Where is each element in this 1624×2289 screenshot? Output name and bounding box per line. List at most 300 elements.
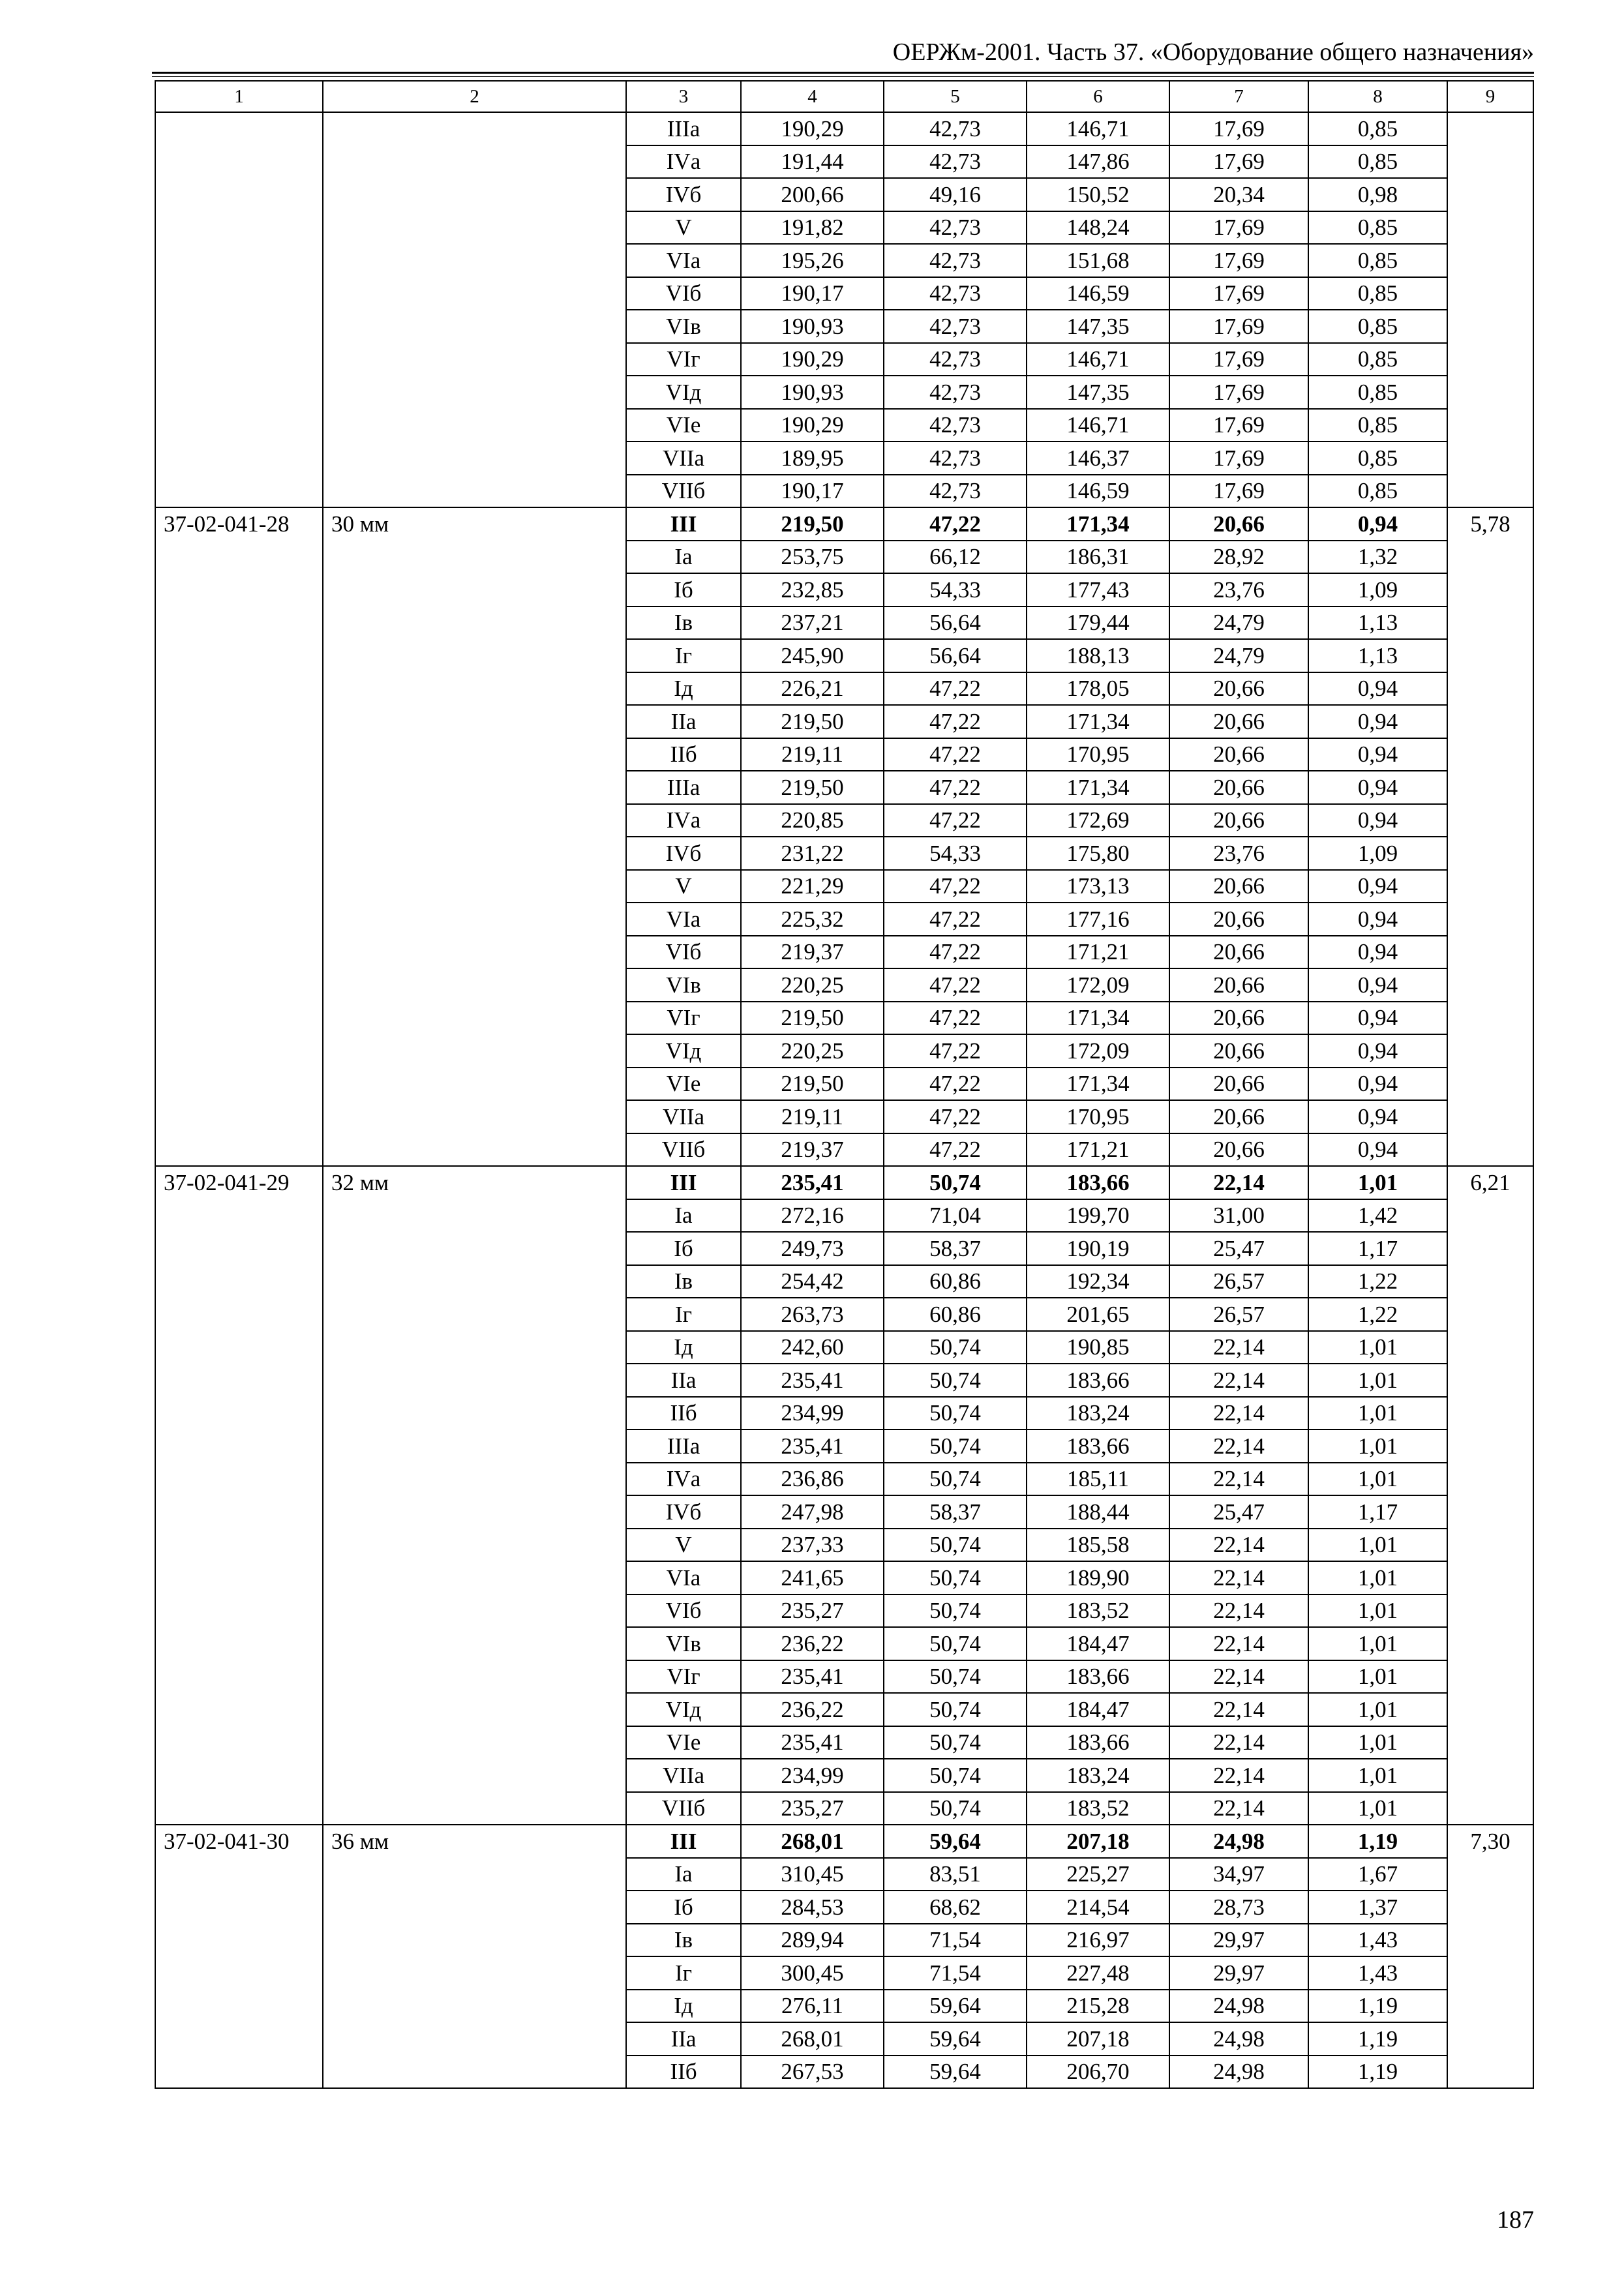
zone-cell: IVб: [626, 178, 741, 211]
value-cell: 219,37: [741, 936, 884, 969]
value-cell: 186,31: [1027, 541, 1169, 574]
value-cell: 1,17: [1308, 1495, 1447, 1529]
value-cell: 207,18: [1027, 2022, 1169, 2056]
value-cell: 227,48: [1027, 1956, 1169, 1990]
value-cell: 220,25: [741, 1034, 884, 1068]
zone-cell: Iд: [626, 672, 741, 706]
value-cell: 17,69: [1169, 211, 1308, 245]
value-cell: 150,52: [1027, 178, 1169, 211]
value-cell: 146,37: [1027, 441, 1169, 475]
value-cell: 147,86: [1027, 145, 1169, 179]
value-cell: 175,80: [1027, 837, 1169, 870]
zone-cell: VIIб: [626, 1133, 741, 1167]
zone-cell: IIа: [626, 2022, 741, 2056]
value-cell: 24,98: [1169, 2022, 1308, 2056]
value-cell: 20,66: [1169, 968, 1308, 1002]
value-cell: 177,16: [1027, 903, 1169, 936]
value-cell: 170,95: [1027, 738, 1169, 771]
value-cell: 56,64: [884, 606, 1027, 640]
zone-cell: IVа: [626, 145, 741, 179]
table-row: [155, 1825, 1533, 1858]
header-rule-thin: [152, 76, 1534, 77]
zone-cell: Iв: [626, 606, 741, 640]
value-cell: 47,22: [884, 705, 1027, 738]
value-cell: 22,14: [1169, 1429, 1308, 1463]
value-cell: 50,74: [884, 1660, 1027, 1694]
value-cell: 267,53: [741, 2056, 884, 2089]
value-cell: 24,79: [1169, 606, 1308, 640]
value-cell: 22,14: [1169, 1529, 1308, 1562]
column-number: 9: [1447, 81, 1533, 112]
value-cell: 219,50: [741, 1002, 884, 1035]
value-cell: 50,74: [884, 1397, 1027, 1430]
value-cell: 184,47: [1027, 1693, 1169, 1726]
value-cell: 219,11: [741, 1100, 884, 1133]
value-cell: 1,01: [1308, 1429, 1447, 1463]
value-cell: 219,50: [741, 507, 884, 541]
value-cell: 172,69: [1027, 804, 1169, 837]
value-cell: 83,51: [884, 1858, 1027, 1891]
value-cell: 190,17: [741, 277, 884, 310]
zone-cell: Iб: [626, 573, 741, 606]
value-cell: 20,66: [1169, 936, 1308, 969]
value-cell: 22,14: [1169, 1397, 1308, 1430]
value-cell: 24,79: [1169, 639, 1308, 672]
value-cell: 66,12: [884, 541, 1027, 574]
value-cell: 42,73: [884, 244, 1027, 277]
value-cell: 50,74: [884, 1429, 1027, 1463]
rate-code-cell: 37-02-041-30: [155, 1825, 323, 2088]
value-cell: 236,22: [741, 1693, 884, 1726]
zone-cell: VIIа: [626, 1100, 741, 1133]
value-cell: 201,65: [1027, 1298, 1169, 1331]
value-cell: 20,66: [1169, 1034, 1308, 1068]
value-cell: 26,57: [1169, 1298, 1308, 1331]
value-cell: 50,74: [884, 1726, 1027, 1759]
value-cell: 22,14: [1169, 1331, 1308, 1364]
zone-cell: Iв: [626, 1924, 741, 1957]
zone-cell: Iд: [626, 1990, 741, 2023]
zone-cell: IIб: [626, 2056, 741, 2089]
value-cell: 20,66: [1169, 903, 1308, 936]
value-cell: 191,44: [741, 145, 884, 179]
value-cell: 22,14: [1169, 1693, 1308, 1726]
value-cell: 56,64: [884, 639, 1027, 672]
table-row: [155, 507, 1533, 541]
value-cell: 20,66: [1169, 1068, 1308, 1101]
value-cell: 235,41: [741, 1364, 884, 1397]
zone-cell: V: [626, 211, 741, 245]
value-cell: 276,11: [741, 1990, 884, 2023]
value-cell: 0,85: [1308, 409, 1447, 442]
value-cell: 50,74: [884, 1463, 1027, 1496]
rate-code-cell: [155, 112, 323, 507]
zone-cell: IIIа: [626, 771, 741, 804]
value-cell: 268,01: [741, 1825, 884, 1858]
value-cell: 22,14: [1169, 1759, 1308, 1792]
zone-cell: VIд: [626, 376, 741, 409]
value-cell: 188,44: [1027, 1495, 1169, 1529]
value-cell: 50,74: [884, 1166, 1027, 1199]
value-cell: 172,09: [1027, 968, 1169, 1002]
value-cell: 0,94: [1308, 968, 1447, 1002]
value-cell: 219,50: [741, 771, 884, 804]
value-cell: 1,42: [1308, 1199, 1447, 1233]
value-cell: 49,16: [884, 178, 1027, 211]
value-cell: 215,28: [1027, 1990, 1169, 2023]
value-cell: 0,85: [1308, 475, 1447, 508]
value-cell: 47,22: [884, 804, 1027, 837]
value-cell: 221,29: [741, 870, 884, 903]
value-cell: 60,86: [884, 1298, 1027, 1331]
value-cell: 146,71: [1027, 112, 1169, 145]
value-cell: 17,69: [1169, 277, 1308, 310]
value-cell: 190,93: [741, 376, 884, 409]
value-cell: 214,54: [1027, 1891, 1169, 1924]
value-cell: 28,73: [1169, 1891, 1308, 1924]
value-cell: 59,64: [884, 2056, 1027, 2089]
value-cell: 190,17: [741, 475, 884, 508]
zone-cell: V: [626, 870, 741, 903]
value-cell: 253,75: [741, 541, 884, 574]
value-cell: 1,19: [1308, 1990, 1447, 2023]
value-cell: 0,94: [1308, 507, 1447, 541]
value-cell: 177,43: [1027, 573, 1169, 606]
value-cell: 0,85: [1308, 112, 1447, 145]
value-cell: 151,68: [1027, 244, 1169, 277]
zone-cell: III: [626, 1825, 741, 1858]
value-cell: 220,85: [741, 804, 884, 837]
value-cell: 199,70: [1027, 1199, 1169, 1233]
value-cell: 23,76: [1169, 573, 1308, 606]
value-cell: 47,22: [884, 903, 1027, 936]
value-cell: 146,59: [1027, 277, 1169, 310]
zone-cell: Iг: [626, 639, 741, 672]
value-cell: 254,42: [741, 1265, 884, 1298]
value-cell: 0,94: [1308, 1034, 1447, 1068]
value-cell: 1,43: [1308, 1924, 1447, 1957]
value-cell: 192,34: [1027, 1265, 1169, 1298]
value-cell: 1,01: [1308, 1364, 1447, 1397]
zone-cell: VIа: [626, 1561, 741, 1594]
value-cell: 24,98: [1169, 1825, 1308, 1858]
value-cell: 17,69: [1169, 145, 1308, 179]
value-cell: 300,45: [741, 1956, 884, 1990]
value-cell: 42,73: [884, 211, 1027, 245]
value-cell: 50,74: [884, 1561, 1027, 1594]
value-cell: 0,94: [1308, 804, 1447, 837]
value-cell: 185,58: [1027, 1529, 1169, 1562]
value-cell: 1,01: [1308, 1660, 1447, 1694]
zone-cell: III: [626, 507, 741, 541]
value-cell: 1,01: [1308, 1627, 1447, 1660]
value-cell: 29,97: [1169, 1924, 1308, 1957]
value-cell: 171,34: [1027, 771, 1169, 804]
value-cell: 22,14: [1169, 1792, 1308, 1825]
zone-cell: Iб: [626, 1891, 741, 1924]
value-cell: 147,35: [1027, 376, 1169, 409]
value-cell: 50,74: [884, 1759, 1027, 1792]
value-cell: 47,22: [884, 968, 1027, 1002]
zone-cell: IVа: [626, 1463, 741, 1496]
value-cell: 232,85: [741, 573, 884, 606]
value-cell: 17,69: [1169, 343, 1308, 376]
value-cell: 183,52: [1027, 1594, 1169, 1628]
value-cell: 22,14: [1169, 1561, 1308, 1594]
value-cell: 24,98: [1169, 2056, 1308, 2089]
value-cell: 245,90: [741, 639, 884, 672]
value-cell: 50,74: [884, 1364, 1027, 1397]
value-cell: 171,21: [1027, 936, 1169, 969]
value-cell: 1,01: [1308, 1397, 1447, 1430]
value-cell: 42,73: [884, 475, 1027, 508]
value-cell: 171,34: [1027, 705, 1169, 738]
value-cell: 20,34: [1169, 178, 1308, 211]
value-cell: 58,37: [884, 1232, 1027, 1265]
value-cell: 216,97: [1027, 1924, 1169, 1957]
value-cell: 47,22: [884, 507, 1027, 541]
value-cell: 22,14: [1169, 1627, 1308, 1660]
value-cell: 0,94: [1308, 936, 1447, 969]
zone-cell: VIа: [626, 244, 741, 277]
value-cell: 183,66: [1027, 1166, 1169, 1199]
value-cell: 268,01: [741, 2022, 884, 2056]
column-number: 5: [884, 81, 1027, 112]
value-cell: 17,69: [1169, 475, 1308, 508]
zone-cell: VIг: [626, 1002, 741, 1035]
zone-cell: VIIа: [626, 441, 741, 475]
zone-cell: VIIб: [626, 475, 741, 508]
size-cell: [323, 112, 626, 507]
zone-cell: VIIб: [626, 1792, 741, 1825]
value-cell: 1,01: [1308, 1561, 1447, 1594]
column-number: 4: [741, 81, 884, 112]
value-cell: 148,24: [1027, 211, 1169, 245]
value-cell: 42,73: [884, 343, 1027, 376]
value-cell: 1,01: [1308, 1792, 1447, 1825]
zone-cell: IVб: [626, 837, 741, 870]
zone-cell: Iа: [626, 1199, 741, 1233]
table-row: [155, 112, 1533, 145]
value-cell: 17,69: [1169, 310, 1308, 343]
value-cell: 172,09: [1027, 1034, 1169, 1068]
value-cell: 1,01: [1308, 1726, 1447, 1759]
zone-cell: VIа: [626, 903, 741, 936]
value-cell: 17,69: [1169, 441, 1308, 475]
value-cell: 235,27: [741, 1792, 884, 1825]
value-cell: 1,22: [1308, 1265, 1447, 1298]
value-cell: 200,66: [741, 178, 884, 211]
zone-cell: IIб: [626, 1397, 741, 1430]
value-cell: 17,69: [1169, 409, 1308, 442]
rate-code-cell: 37-02-041-29: [155, 1166, 323, 1825]
value-cell: 146,71: [1027, 343, 1169, 376]
value-cell: 272,16: [741, 1199, 884, 1233]
value-cell: 146,59: [1027, 475, 1169, 508]
value-cell: 50,74: [884, 1594, 1027, 1628]
column-number-row: [155, 81, 1533, 112]
value-cell: 59,64: [884, 2022, 1027, 2056]
zone-cell: Iд: [626, 1331, 741, 1364]
zone-cell: IIIа: [626, 112, 741, 145]
zone-cell: VIв: [626, 1627, 741, 1660]
value-cell: 25,47: [1169, 1495, 1308, 1529]
value-cell: 54,33: [884, 837, 1027, 870]
value-cell: 26,57: [1169, 1265, 1308, 1298]
table-body: [155, 81, 1533, 2088]
value-cell: 219,50: [741, 1068, 884, 1101]
value-cell: 183,66: [1027, 1364, 1169, 1397]
value-cell: 22,14: [1169, 1166, 1308, 1199]
value-cell: 22,14: [1169, 1660, 1308, 1694]
value-cell: 17,69: [1169, 112, 1308, 145]
page-number: 187: [1497, 2206, 1534, 2234]
value-cell: 20,66: [1169, 1002, 1308, 1035]
value-cell: 20,66: [1169, 1133, 1308, 1167]
rates-table: [155, 80, 1534, 2089]
value-cell: 42,73: [884, 310, 1027, 343]
value-cell: 1,01: [1308, 1331, 1447, 1364]
value-cell: 226,21: [741, 672, 884, 706]
value-cell: 236,22: [741, 1627, 884, 1660]
value-cell: 47,22: [884, 1002, 1027, 1035]
column-number: 6: [1027, 81, 1169, 112]
value-cell: 1,19: [1308, 2056, 1447, 2089]
value-cell: 50,74: [884, 1529, 1027, 1562]
value-cell: 220,25: [741, 968, 884, 1002]
value-cell: 47,22: [884, 771, 1027, 804]
value-cell: 42,73: [884, 409, 1027, 442]
value-cell: 225,27: [1027, 1858, 1169, 1891]
column-number: 7: [1169, 81, 1308, 112]
value-cell: 31,00: [1169, 1199, 1308, 1233]
value-cell: 24,98: [1169, 1990, 1308, 2023]
zone-cell: VIе: [626, 409, 741, 442]
value-cell: 225,32: [741, 903, 884, 936]
value-cell: 42,73: [884, 145, 1027, 179]
value-cell: 190,29: [741, 343, 884, 376]
value-cell: 146,71: [1027, 409, 1169, 442]
zone-cell: VIб: [626, 277, 741, 310]
value-cell: 147,35: [1027, 310, 1169, 343]
value-cell: 183,24: [1027, 1759, 1169, 1792]
value-cell: 0,85: [1308, 310, 1447, 343]
value-cell: 71,04: [884, 1199, 1027, 1233]
value-cell: 0,85: [1308, 244, 1447, 277]
value-cell: 17,69: [1169, 376, 1308, 409]
value-cell: 237,33: [741, 1529, 884, 1562]
value-cell: 1,13: [1308, 639, 1447, 672]
total-cell: 5,78: [1447, 507, 1533, 1166]
value-cell: 47,22: [884, 738, 1027, 771]
total-cell: [1447, 112, 1533, 507]
value-cell: 171,34: [1027, 1068, 1169, 1101]
value-cell: 1,22: [1308, 1298, 1447, 1331]
value-cell: 20,66: [1169, 672, 1308, 706]
zone-cell: VIг: [626, 1660, 741, 1694]
zone-cell: VIд: [626, 1693, 741, 1726]
value-cell: 1,17: [1308, 1232, 1447, 1265]
zone-cell: Iг: [626, 1956, 741, 1990]
value-cell: 191,82: [741, 211, 884, 245]
value-cell: 68,62: [884, 1891, 1027, 1924]
value-cell: 1,67: [1308, 1858, 1447, 1891]
value-cell: 47,22: [884, 1100, 1027, 1133]
value-cell: 189,90: [1027, 1561, 1169, 1594]
value-cell: 284,53: [741, 1891, 884, 1924]
value-cell: 183,66: [1027, 1660, 1169, 1694]
value-cell: 34,97: [1169, 1858, 1308, 1891]
value-cell: 183,66: [1027, 1429, 1169, 1463]
zone-cell: VIв: [626, 310, 741, 343]
value-cell: 50,74: [884, 1331, 1027, 1364]
zone-cell: Iа: [626, 541, 741, 574]
value-cell: 1,09: [1308, 573, 1447, 606]
value-cell: 47,22: [884, 1034, 1027, 1068]
value-cell: 190,29: [741, 409, 884, 442]
value-cell: 189,95: [741, 441, 884, 475]
value-cell: 22,14: [1169, 1463, 1308, 1496]
value-cell: 183,52: [1027, 1792, 1169, 1825]
value-cell: 50,74: [884, 1792, 1027, 1825]
value-cell: 234,99: [741, 1397, 884, 1430]
value-cell: 20,66: [1169, 705, 1308, 738]
value-cell: 0,85: [1308, 145, 1447, 179]
value-cell: 54,33: [884, 573, 1027, 606]
zone-cell: VIд: [626, 1034, 741, 1068]
value-cell: 20,66: [1169, 870, 1308, 903]
column-number: 8: [1308, 81, 1447, 112]
value-cell: 0,85: [1308, 343, 1447, 376]
value-cell: 185,11: [1027, 1463, 1169, 1496]
value-cell: 20,66: [1169, 771, 1308, 804]
value-cell: 249,73: [741, 1232, 884, 1265]
value-cell: 0,94: [1308, 1133, 1447, 1167]
column-number: 2: [323, 81, 626, 112]
value-cell: 47,22: [884, 870, 1027, 903]
value-cell: 236,86: [741, 1463, 884, 1496]
value-cell: 50,74: [884, 1627, 1027, 1660]
value-cell: 25,47: [1169, 1232, 1308, 1265]
value-cell: 237,21: [741, 606, 884, 640]
total-cell: 7,30: [1447, 1825, 1533, 2088]
value-cell: 1,09: [1308, 837, 1447, 870]
value-cell: 17,69: [1169, 244, 1308, 277]
size-cell: 36 мм: [323, 1825, 626, 2088]
value-cell: 235,41: [741, 1166, 884, 1199]
value-cell: 0,85: [1308, 277, 1447, 310]
value-cell: 173,13: [1027, 870, 1169, 903]
value-cell: 71,54: [884, 1956, 1027, 1990]
rate-code-cell: 37-02-041-28: [155, 507, 323, 1166]
value-cell: 1,01: [1308, 1594, 1447, 1628]
zone-cell: Iв: [626, 1265, 741, 1298]
value-cell: 184,47: [1027, 1627, 1169, 1660]
value-cell: 235,41: [741, 1429, 884, 1463]
page-header-title: ОЕРЖм-2001. Часть 37. «Оборудование общего назначения»: [892, 38, 1534, 66]
value-cell: 247,98: [741, 1495, 884, 1529]
value-cell: 190,19: [1027, 1232, 1169, 1265]
value-cell: 219,37: [741, 1133, 884, 1167]
value-cell: 1,01: [1308, 1759, 1447, 1792]
value-cell: 22,14: [1169, 1726, 1308, 1759]
value-cell: 59,64: [884, 1990, 1027, 2023]
value-cell: 20,66: [1169, 738, 1308, 771]
value-cell: 241,65: [741, 1561, 884, 1594]
value-cell: 1,32: [1308, 541, 1447, 574]
value-cell: 289,94: [741, 1924, 884, 1957]
zone-cell: VIб: [626, 1594, 741, 1628]
